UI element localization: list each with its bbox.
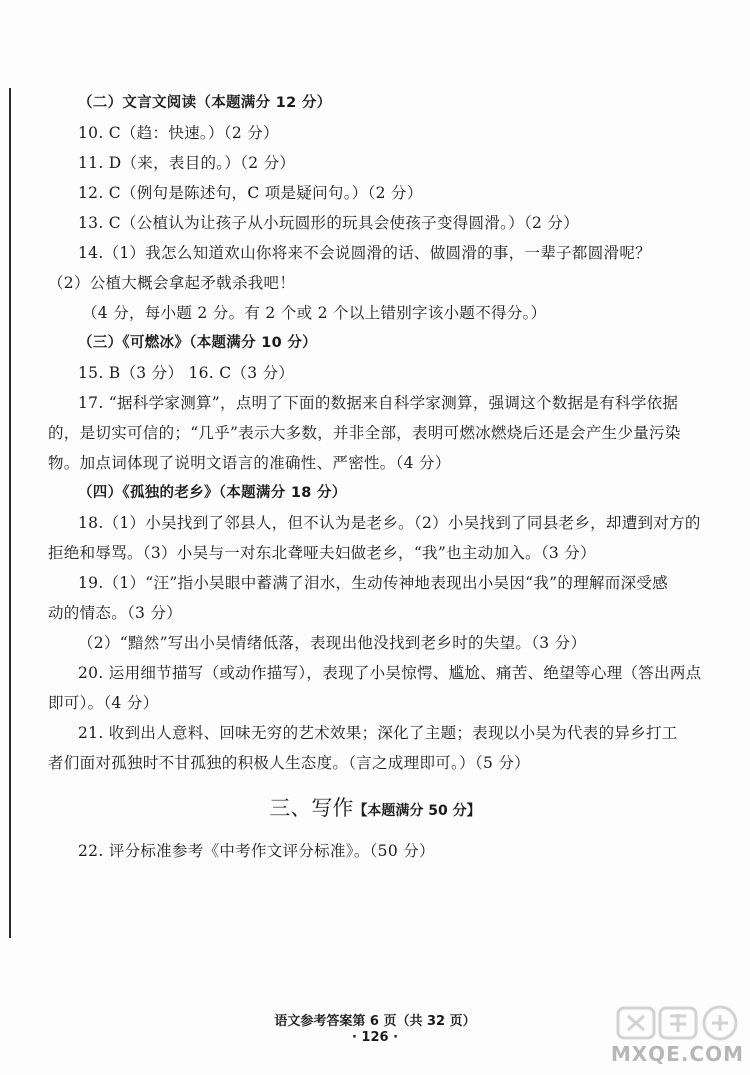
answer-21-line1: 21. 收到出人意料、回味无穷的艺术效果；深化了主题；表现以小吴为代表的异乡打工	[78, 724, 678, 742]
part3-title-text: 三、写作	[269, 796, 354, 820]
section-heading-combustible-ice: （三）《可燃冰》（本题满分 10 分）	[78, 335, 317, 351]
part3-writing-title	[0, 786, 750, 830]
answer-17-line1: 17. “据科学家测算”，点明了下面的数据来自科学家测算，强调这个数据是有科学依据	[78, 394, 679, 412]
answer-18-line1: 18.（1）小吴找到了邻县人，但不认为是老乡。（2）小吴找到了同县老乡，却遭到对方的	[78, 514, 701, 532]
answer-11: 11. D（来，表目的。）（2 分）	[78, 154, 296, 172]
answer-20-line2: 即可）。（4 分）	[48, 694, 159, 712]
watermark-text: MXQE.COM	[610, 1042, 744, 1066]
page-footer-label: 语文参考答案第 6 页（共 32 页）	[274, 1014, 476, 1029]
answer-17-line2: 的，是切实可信的；“几乎”表示大多数，并非全部，表明可燃冰燃烧后还是会产生少量污染	[48, 424, 681, 442]
answer-17-line3: 物。加点词体现了说明文语言的准确性、严密性。（4 分）	[48, 454, 451, 472]
answer-14-scoring-note: （4 分，每小题 2 分。有 2 个或 2 个以上错别字该小题不得分。）	[82, 304, 547, 322]
answer-21-line2: 者们面对孤独时不甘孤独的积极人生态度。（言之成理即可。）（5 分）	[48, 754, 530, 772]
answer-19-line1: 19.（1）“汪”指小吴眼中蓄满了泪水，生动传神地表现出小吴因“我”的理解而深受感	[78, 574, 669, 592]
answer-22: 22. 评分标准参考《中考作文评分标准》。（50 分）	[78, 842, 435, 860]
page-number: · 126 ·	[351, 1030, 399, 1045]
answer-15-16: 15. B（3 分） 16. C（3 分）	[78, 364, 295, 382]
answer-13: 13. C（公植认为让孩子从小玩圆形的玩具会使孩子变得圆滑。）（2 分）	[78, 214, 580, 232]
section-heading-classical-chinese: （二）文言文阅读（本题满分 12 分）	[78, 95, 332, 111]
answer-19-part2: （2）“黯然”写出小吴情绪低落，表现出他没找到老乡时的失望。（3 分）	[78, 634, 587, 652]
answer-20-line1: 20. 运用细节描写（或动作描写），表现了小吴惊愕、尴尬、痛苦、绝望等心理（答出两点	[78, 664, 702, 682]
answer-14-part2: （2）公植大概会拿起矛戟杀我吧！	[48, 274, 296, 292]
answer-12: 12. C（例句是陈述句，C 项是疑问句。）（2 分）	[78, 184, 423, 202]
answer-content	[0, 88, 750, 866]
answer-18-line2: 拒绝和辱骂。（3）小吴与一对东北聋哑夫妇做老乡，“我”也主动加入。（3 分）	[48, 544, 596, 562]
section-heading-lonely-fellow: （四）《孤独的老乡》（本题满分 18 分）	[78, 485, 347, 501]
answer-19-line2: 动的情态。（3 分）	[48, 604, 183, 622]
part3-score-text: 【本题满分 50 分】	[353, 803, 481, 819]
answer-10: 10. C（趋：快速。）（2 分）	[78, 124, 279, 142]
answer-14-part1: 14.（1）我怎么知道欢山你将来不会说圆滑的话、做圆滑的事，一辈子都圆滑呢？	[78, 244, 651, 262]
